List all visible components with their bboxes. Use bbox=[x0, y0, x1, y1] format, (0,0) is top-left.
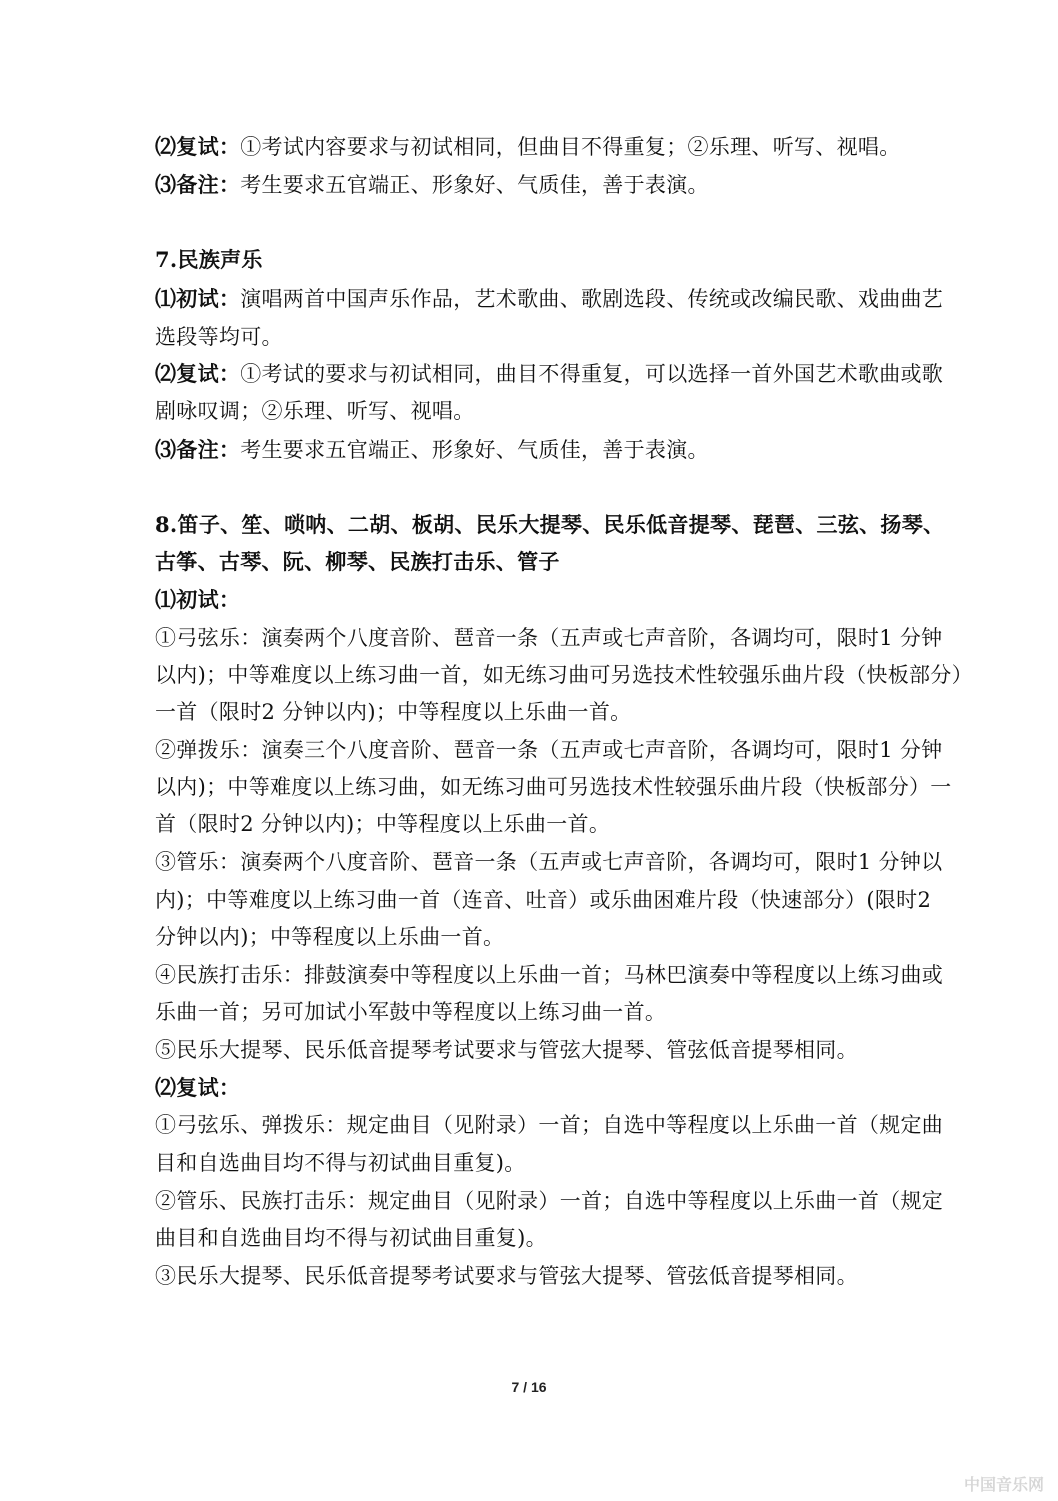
line-text: ①考试内容要求与初试相同，但曲目不得重复；②乐理、听写、视唱。 bbox=[240, 135, 901, 159]
text-line bbox=[155, 1224, 547, 1252]
line-label: ⑴初试： bbox=[155, 587, 241, 612]
line-label: ⑶备注： bbox=[155, 172, 241, 197]
line-text: ④民族打击乐：排鼓演奏中等程度以上乐曲一首；马林巴演奏中等程度以上练习曲或 bbox=[155, 963, 944, 987]
text-line bbox=[155, 961, 943, 989]
text-line bbox=[155, 133, 901, 161]
text-line bbox=[155, 586, 240, 614]
text-line bbox=[155, 736, 942, 764]
line-text: 以内)；中等难度以上练习曲一首，如无练习曲可另选技术性较强乐曲片段（快板部分） bbox=[155, 663, 973, 687]
line-text: ③民乐大提琴、民乐低音提琴考试要求与管弦大提琴、管弦低音提琴相同。 bbox=[155, 1264, 858, 1288]
line-text: 剧咏叹调；②乐理、听写、视唱。 bbox=[155, 399, 475, 423]
text-line bbox=[155, 360, 943, 388]
heading-text: 古筝、古琴、阮、柳琴、民族打击乐、管子 bbox=[155, 549, 560, 574]
heading-text: 8.笛子、笙、唢呐、二胡、板胡、民乐大提琴、民乐低音提琴、琵琶、三弦、扬琴、 bbox=[155, 512, 945, 537]
text-line bbox=[155, 1111, 943, 1139]
line-text: 演唱两首中国声乐作品，艺术歌曲、歌剧选段、传统或改编民歌、戏曲曲艺 bbox=[240, 287, 944, 311]
heading-text: 7.民族声乐 bbox=[155, 247, 263, 272]
line-text: 首（限时2 分钟以内)；中等程度以上乐曲一首。 bbox=[155, 812, 611, 836]
line-label: ⑵复试： bbox=[155, 134, 241, 159]
line-text: 一首（限时2 分钟以内)；中等程度以上乐曲一首。 bbox=[155, 700, 632, 724]
section-heading bbox=[155, 548, 560, 576]
text-line bbox=[155, 698, 631, 726]
text-line bbox=[155, 848, 942, 876]
text-line bbox=[155, 1149, 526, 1177]
line-label: ⑶备注： bbox=[155, 437, 241, 462]
line-text: ⑤民乐大提琴、民乐低音提琴考试要求与管弦大提琴、管弦低音提琴相同。 bbox=[155, 1038, 858, 1062]
line-text: ①弓弦乐：演奏两个八度音阶、琶音一条（五声或七声音阶，各调均可，限时1 分钟 bbox=[155, 626, 943, 650]
line-text: 以内)；中等难度以上练习曲，如无练习曲可另选技术性较强乐曲片段（快板部分）一 bbox=[155, 775, 952, 799]
line-text: ②弹拨乐：演奏三个八度音阶、琶音一条（五声或七声音阶，各调均可，限时1 分钟 bbox=[155, 738, 943, 762]
section-heading bbox=[155, 246, 263, 274]
page-number: 7 / 16 bbox=[511, 1379, 547, 1395]
line-text: 乐曲一首；另可加试小军鼓中等程度以上练习曲一首。 bbox=[155, 1000, 667, 1024]
text-line bbox=[155, 998, 666, 1026]
section-heading bbox=[155, 511, 944, 539]
line-text: 选段等均可。 bbox=[155, 325, 283, 349]
text-line bbox=[155, 1262, 858, 1290]
text-line bbox=[155, 923, 504, 951]
text-line bbox=[155, 773, 952, 801]
text-line bbox=[155, 1074, 240, 1102]
line-text: ③管乐：演奏两个八度音阶、琶音一条（五声或七声音阶，各调均可，限时1 分钟以 bbox=[155, 850, 943, 874]
text-line bbox=[155, 661, 973, 689]
text-line bbox=[155, 171, 709, 199]
line-label: ⑴初试： bbox=[155, 286, 241, 311]
line-text: ①考试的要求与初试相同，曲目不得重复，可以选择一首外国艺术歌曲或歌 bbox=[240, 362, 944, 386]
site-watermark: 中国音乐网 bbox=[963, 1477, 1044, 1494]
line-text: 曲目和自选曲目均不得与初试曲目重复)。 bbox=[155, 1226, 547, 1250]
line-text: ①弓弦乐、弹拨乐：规定曲目（见附录）一首；自选中等程度以上乐曲一首（规定曲 bbox=[155, 1113, 944, 1137]
text-line bbox=[155, 397, 475, 425]
text-line bbox=[155, 1187, 943, 1215]
text-line bbox=[155, 436, 709, 464]
line-text: 内)；中等难度以上练习曲一首（连音、吐音）或乐曲困难片段（快速部分）(限时2 bbox=[155, 888, 932, 912]
text-line bbox=[155, 624, 942, 652]
text-line bbox=[155, 886, 931, 914]
line-text: 考生要求五官端正、形象好、气质佳，善于表演。 bbox=[240, 173, 709, 197]
line-label: ⑵复试： bbox=[155, 1075, 241, 1100]
line-text: 考生要求五官端正、形象好、气质佳，善于表演。 bbox=[240, 438, 709, 462]
line-text: ②管乐、民族打击乐：规定曲目（见附录）一首；自选中等程度以上乐曲一首（规定 bbox=[155, 1189, 944, 1213]
line-text: 目和自选曲目均不得与初试曲目重复)。 bbox=[155, 1151, 526, 1175]
line-text: 分钟以内)；中等程度以上乐曲一首。 bbox=[155, 925, 505, 949]
line-label: ⑵复试： bbox=[155, 361, 241, 386]
text-line bbox=[155, 285, 943, 313]
text-line bbox=[155, 1036, 858, 1064]
text-line bbox=[155, 323, 283, 351]
text-line bbox=[155, 810, 610, 838]
